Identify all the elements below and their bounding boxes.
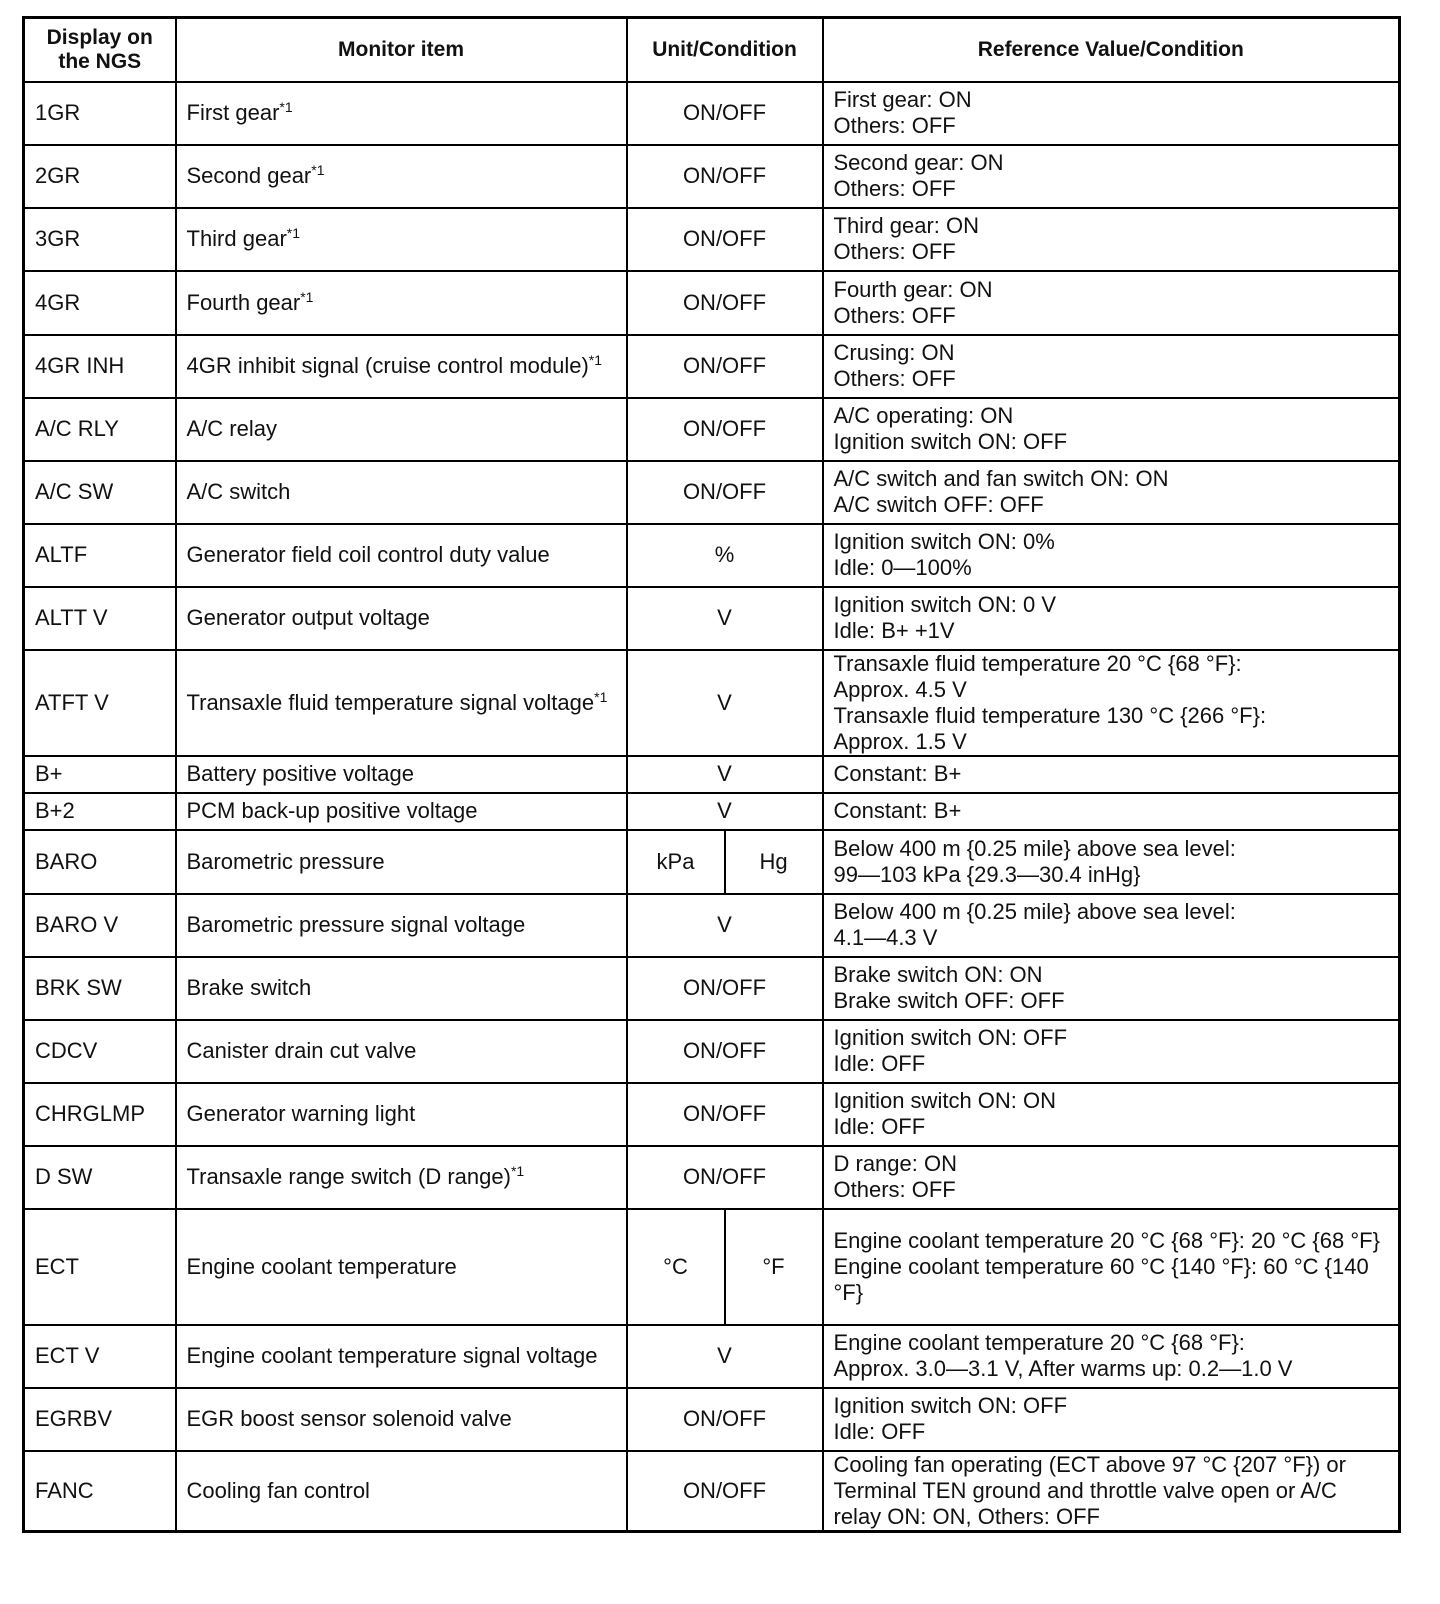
- reference-cell: [823, 957, 1400, 1020]
- display-cell: ALTT V: [24, 587, 176, 650]
- unit-cell: ON/OFF: [627, 398, 823, 461]
- reference-line: Idle: B+ +1V: [833, 618, 955, 643]
- reference-cell: [823, 1209, 1400, 1325]
- monitor-item-text: Barometric pressure: [186, 848, 385, 874]
- table-row: [24, 830, 1400, 894]
- reference-line: Idle: OFF: [833, 1114, 926, 1139]
- display-cell: ALTF: [24, 524, 176, 587]
- monitor-item-text: Fourth gear: [186, 289, 301, 315]
- footnote-marker: *1: [300, 288, 314, 305]
- footnote-marker: *1: [588, 352, 603, 368]
- reference-line: Others: OFF: [833, 302, 956, 328]
- table-row: [24, 957, 1400, 1020]
- monitor-item-cell: [176, 830, 627, 894]
- display-cell: 3GR: [24, 208, 176, 271]
- table-row: [24, 398, 1400, 461]
- table-row: [24, 1209, 1400, 1325]
- unit-cell: V: [627, 894, 823, 957]
- reference-line: Approx. 1.5 V: [833, 728, 967, 754]
- monitor-item-text: A/C switch: [186, 479, 291, 504]
- reference-line: Second gear: ON: [833, 150, 1004, 175]
- reference-line: Transaxle fluid temperature 130 °C {266 °F}:: [833, 702, 1267, 728]
- reference-line: Idle: OFF: [833, 1051, 926, 1076]
- display-cell: B+2: [24, 793, 176, 830]
- reference-line: Below 400 m {0.25 mile} above sea level:: [833, 835, 1236, 861]
- reference-line: Fourth gear: ON: [833, 276, 993, 302]
- reference-cell: [823, 461, 1400, 524]
- unit-cell: ON/OFF: [627, 1388, 823, 1451]
- footnote-marker: *1: [594, 688, 608, 705]
- unit-cell: ON/OFF: [627, 1020, 823, 1083]
- reference-cell: [823, 756, 1400, 793]
- reference-line: Ignition switch ON: OFF: [833, 429, 1068, 454]
- table-row: [24, 524, 1400, 587]
- monitor-item-text: Engine coolant temperature signal voltage: [186, 1343, 598, 1368]
- reference-line: Approx. 3.0—3.1 V, After warms up: 0.2—1.0 V: [833, 1356, 1293, 1381]
- reference-line: Others: OFF: [833, 239, 956, 264]
- reference-cell: [823, 587, 1400, 650]
- reference-line: A/C switch OFF: OFF: [833, 492, 1044, 517]
- reference-line: Transaxle fluid temperature 20 °C {68 °F}:: [833, 650, 1242, 676]
- reference-line: Below 400 m {0.25 mile} above sea level:: [833, 899, 1236, 924]
- reference-cell: [823, 398, 1400, 461]
- reference-line: Ignition switch ON: ON: [833, 1088, 1057, 1113]
- monitor-item-text: Battery positive voltage: [186, 761, 414, 786]
- unit-cell: ON/OFF: [627, 461, 823, 524]
- reference-line: Engine coolant temperature 60 °C {140 °F}: 60 °C {140 °F}: [833, 1253, 1369, 1305]
- reference-line: 99—103 kPa {29.3—30.4 inHg}: [833, 861, 1141, 887]
- reference-cell: [823, 208, 1400, 271]
- table-row: [24, 1083, 1400, 1146]
- monitor-item-text: Cooling fan control: [186, 1477, 370, 1503]
- unit-cell: V: [627, 587, 823, 650]
- reference-line: Idle: OFF: [833, 1419, 926, 1444]
- monitor-item-text: Barometric pressure signal voltage: [186, 912, 526, 937]
- monitor-item-text: A/C relay: [186, 416, 277, 441]
- monitor-item-text: Transaxle fluid temperature signal voltage: [186, 689, 595, 715]
- unit-cell: °C: [627, 1209, 725, 1325]
- reference-cell: [823, 1146, 1400, 1209]
- monitor-item-text: Generator field coil control duty value: [186, 542, 550, 567]
- reference-line: Engine coolant temperature 20 °C {68 °F}: 20 °C {68 °F}: [833, 1227, 1380, 1253]
- monitor-item-text: Engine coolant temperature: [186, 1253, 457, 1279]
- display-cell: ECT: [24, 1209, 176, 1325]
- display-cell: BRK SW: [24, 957, 176, 1020]
- table-row: [24, 208, 1400, 271]
- monitor-item-cell: [176, 145, 627, 208]
- monitor-item-cell: [176, 524, 627, 587]
- reference-line: Crusing: ON: [833, 340, 955, 365]
- monitor-item-cell: [176, 82, 627, 145]
- reference-cell: [823, 145, 1400, 208]
- reference-line: Others: OFF: [833, 366, 956, 391]
- table-row: [24, 1146, 1400, 1209]
- table-row: [24, 793, 1400, 830]
- monitor-item-cell: [176, 587, 627, 650]
- unit-cell: V: [627, 793, 823, 830]
- unit-cell: ON/OFF: [627, 335, 823, 398]
- monitor-item-text: First gear: [186, 100, 280, 125]
- footnote-marker: *1: [279, 99, 293, 115]
- display-cell: D SW: [24, 1146, 176, 1209]
- unit-cell: ON/OFF: [627, 1083, 823, 1146]
- monitor-item-cell: [176, 1325, 627, 1388]
- reference-cell: [823, 1020, 1400, 1083]
- unit-cell: %: [627, 524, 823, 587]
- reference-line: Ignition switch ON: 0 V: [833, 592, 1057, 617]
- reference-line: Ignition switch ON: OFF: [833, 1025, 1068, 1050]
- table-row: [24, 335, 1400, 398]
- reference-cell: [823, 650, 1400, 756]
- display-cell: BARO: [24, 830, 176, 894]
- monitor-item-cell: [176, 1451, 627, 1532]
- reference-line: Idle: 0—100%: [833, 555, 972, 580]
- table-row: [24, 1451, 1400, 1532]
- display-cell: ECT V: [24, 1325, 176, 1388]
- monitor-item-cell: [176, 1209, 627, 1325]
- monitor-item-cell: [176, 756, 627, 793]
- header-reference: Reference Value/Condition: [823, 18, 1400, 82]
- monitor-item-text: Generator warning light: [186, 1101, 416, 1126]
- reference-cell: [823, 1083, 1400, 1146]
- display-cell: CHRGLMP: [24, 1083, 176, 1146]
- reference-line: Third gear: ON: [833, 213, 979, 238]
- unit-cell: V: [627, 756, 823, 793]
- reference-line: Constant: B+: [833, 761, 962, 786]
- table-row: [24, 145, 1400, 208]
- monitor-item-text: Second gear: [186, 163, 312, 188]
- table-row: [24, 1020, 1400, 1083]
- reference-line: A/C switch and fan switch ON: ON: [833, 466, 1169, 491]
- unit-alt-cell: Hg: [725, 830, 823, 894]
- reference-cell: [823, 1325, 1400, 1388]
- reference-line: First gear: ON: [833, 87, 972, 112]
- monitor-item-text: Third gear: [186, 226, 287, 251]
- reference-line: Ignition switch ON: 0%: [833, 529, 1055, 554]
- reference-cell: [823, 830, 1400, 894]
- reference-line: 4.1—4.3 V: [833, 925, 938, 950]
- display-cell: ATFT V: [24, 650, 176, 756]
- monitor-item-text: 4GR inhibit signal (cruise control module): [186, 353, 589, 378]
- reference-line: Approx. 4.5 V: [833, 676, 967, 702]
- unit-cell: ON/OFF: [627, 1451, 823, 1532]
- reference-line: Brake switch ON: ON: [833, 962, 1043, 987]
- display-cell: BARO V: [24, 894, 176, 957]
- display-cell: CDCV: [24, 1020, 176, 1083]
- header-unit: Unit/Condition: [627, 18, 823, 82]
- table-row: [24, 271, 1400, 335]
- display-cell: 4GR INH: [24, 335, 176, 398]
- reference-cell: [823, 524, 1400, 587]
- reference-line: Others: OFF: [833, 176, 956, 201]
- table-row: [24, 82, 1400, 145]
- header-display: Display on the NGS: [24, 18, 176, 82]
- monitor-item-text: EGR boost sensor solenoid valve: [186, 1406, 512, 1431]
- display-cell: 2GR: [24, 145, 176, 208]
- unit-cell: ON/OFF: [627, 271, 823, 335]
- table-row: [24, 756, 1400, 793]
- display-cell: A/C SW: [24, 461, 176, 524]
- monitor-item-text: Transaxle range switch (D range): [186, 1164, 511, 1189]
- reference-cell: [823, 793, 1400, 830]
- table-row: [24, 461, 1400, 524]
- monitor-item-cell: [176, 461, 627, 524]
- table-row: [24, 1388, 1400, 1451]
- display-cell: B+: [24, 756, 176, 793]
- reference-line: Others: OFF: [833, 1177, 956, 1202]
- reference-cell: [823, 335, 1400, 398]
- footnote-marker: *1: [311, 162, 325, 178]
- footnote-marker: *1: [510, 1163, 525, 1179]
- unit-cell: V: [627, 650, 823, 756]
- header-monitor: Monitor item: [176, 18, 627, 82]
- monitor-item-cell: [176, 1388, 627, 1451]
- reference-cell: [823, 271, 1400, 335]
- table-row: [24, 587, 1400, 650]
- reference-line: Brake switch OFF: OFF: [833, 988, 1065, 1013]
- reference-cell: [823, 894, 1400, 957]
- table-row: [24, 1325, 1400, 1388]
- reference-cell: [823, 1451, 1400, 1532]
- display-cell: 4GR: [24, 271, 176, 335]
- monitor-item-cell: [176, 650, 627, 756]
- unit-cell: ON/OFF: [627, 208, 823, 271]
- display-cell: 1GR: [24, 82, 176, 145]
- monitor-item-cell: [176, 398, 627, 461]
- table-row: [24, 650, 1400, 756]
- monitor-item-text: Canister drain cut valve: [186, 1038, 417, 1063]
- monitor-item-cell: [176, 894, 627, 957]
- reference-line: Others: OFF: [833, 113, 956, 138]
- monitor-item-cell: [176, 957, 627, 1020]
- reference-line: D range: ON: [833, 1151, 957, 1176]
- reference-line: Ignition switch ON: OFF: [833, 1393, 1068, 1418]
- display-cell: A/C RLY: [24, 398, 176, 461]
- unit-alt-cell: °F: [725, 1209, 823, 1325]
- footnote-marker: *1: [286, 225, 301, 241]
- reference-line: Constant: B+: [833, 798, 962, 823]
- display-cell: EGRBV: [24, 1388, 176, 1451]
- reference-line: Cooling fan operating (ECT above 97 °C {207 °F}) or Terminal TEN ground and throttle valve open or A/C relay ON: ON, Others: OFF: [833, 1451, 1346, 1529]
- unit-cell: V: [627, 1325, 823, 1388]
- header-row: [24, 18, 1400, 82]
- monitor-item-cell: [176, 335, 627, 398]
- display-cell: FANC: [24, 1451, 176, 1532]
- monitor-item-text: Brake switch: [186, 975, 312, 1000]
- monitor-item-cell: [176, 208, 627, 271]
- reference-line: A/C operating: ON: [833, 403, 1014, 428]
- monitor-item-table: [22, 16, 1401, 1533]
- unit-cell: ON/OFF: [627, 82, 823, 145]
- table-row: [24, 894, 1400, 957]
- monitor-item-text: Generator output voltage: [186, 605, 430, 630]
- reference-cell: [823, 82, 1400, 145]
- reference-cell: [823, 1388, 1400, 1451]
- monitor-item-cell: [176, 1083, 627, 1146]
- monitor-item-cell: [176, 1020, 627, 1083]
- unit-cell: ON/OFF: [627, 145, 823, 208]
- unit-cell: kPa: [627, 830, 725, 894]
- unit-cell: ON/OFF: [627, 957, 823, 1020]
- reference-line: Engine coolant temperature 20 °C {68 °F}:: [833, 1330, 1245, 1355]
- monitor-item-cell: [176, 793, 627, 830]
- monitor-item-cell: [176, 1146, 627, 1209]
- monitor-item-text: PCM back-up positive voltage: [186, 798, 478, 823]
- monitor-item-cell: [176, 271, 627, 335]
- unit-cell: ON/OFF: [627, 1146, 823, 1209]
